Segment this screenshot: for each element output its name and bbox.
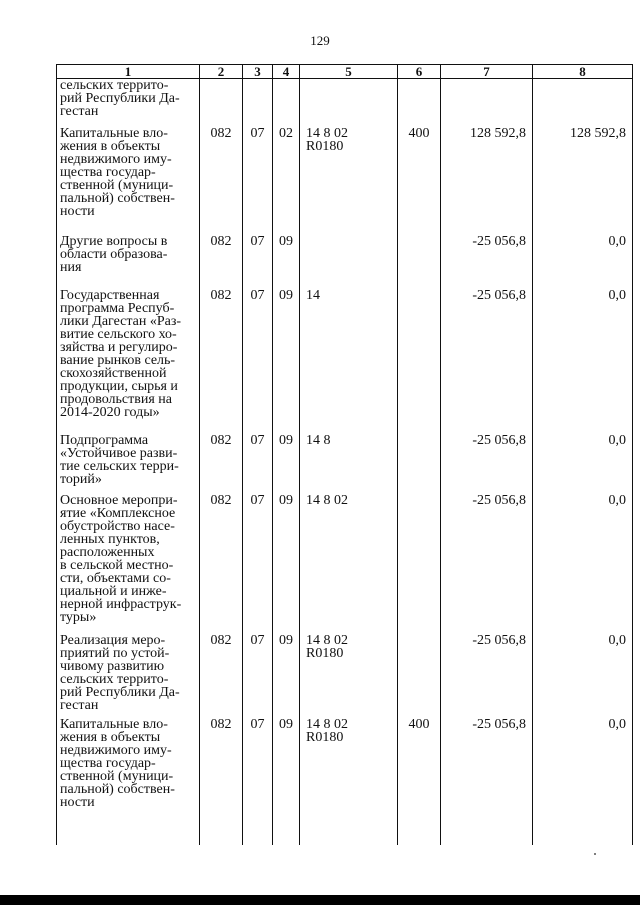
amount-total-cell: 0,0 <box>533 634 633 718</box>
subsection-code-cell: 02 <box>273 127 300 235</box>
expense-type-cell: 400 <box>398 127 441 235</box>
expense-type-cell <box>398 434 441 494</box>
admin-code-cell: 082 <box>200 235 243 289</box>
empty-cell <box>533 815 633 845</box>
admin-code-cell: 082 <box>200 127 243 235</box>
admin-code-cell: 082 <box>200 718 243 815</box>
column-header: 2 <box>200 65 243 79</box>
amount-total-cell: 0,0 <box>533 718 633 815</box>
row-name-cell: Подпрограмма «Устойчивое разви- тие сельских терри- торий» <box>57 434 200 494</box>
admin-code-cell: 082 <box>200 634 243 718</box>
amount-total-cell: 128 592,8 <box>533 127 633 235</box>
scan-speck <box>594 853 596 855</box>
table-row <box>57 127 633 235</box>
amount-change-cell: -25 056,8 <box>441 434 533 494</box>
empty-cell <box>57 815 200 845</box>
table-body <box>57 79 633 846</box>
row-name-cell: Основное меропри- ятие «Комплексное обустройство насе- ленных пунктов, расположенных в сельской местно- сти, объектами со- циальной и инже- нерной инфраструк- туры» <box>57 494 200 634</box>
amount-total-cell: 0,0 <box>533 434 633 494</box>
amount-change-cell: -25 056,8 <box>441 634 533 718</box>
amount-change-cell: 128 592,8 <box>441 127 533 235</box>
column-header: 5 <box>300 65 398 79</box>
section-code-cell: 07 <box>243 127 273 235</box>
subsection-code-cell: 09 <box>273 494 300 634</box>
table-row <box>57 289 633 434</box>
section-code-cell: 07 <box>243 494 273 634</box>
table-row <box>57 634 633 718</box>
expense-type-cell: 400 <box>398 718 441 815</box>
admin-code-cell: 082 <box>200 494 243 634</box>
section-code-cell: 07 <box>243 289 273 434</box>
amount-total-cell: 0,0 <box>533 235 633 289</box>
column-header: 7 <box>441 65 533 79</box>
expense-type-cell <box>398 79 441 128</box>
table-header-row <box>57 65 633 79</box>
row-name-cell: Государственная программа Респуб- лики Дагестан «Раз- витие сельского хо- зяйства и регулиро- вание рынков сель- скохозяйственной продукции, сырья и продовольствия на 2014-2020 годы» <box>57 289 200 434</box>
empty-cell <box>441 815 533 845</box>
expense-type-cell <box>398 494 441 634</box>
section-code-cell: 07 <box>243 235 273 289</box>
amount-total-cell <box>533 79 633 128</box>
subsection-code-cell: 09 <box>273 235 300 289</box>
subsection-code-cell: 09 <box>273 434 300 494</box>
table-row <box>57 494 633 634</box>
target-code-cell: 14 8 02 R0180 <box>300 127 398 235</box>
admin-code-cell <box>200 79 243 128</box>
page-number: 129 <box>310 33 330 48</box>
column-header: 1 <box>57 65 200 79</box>
row-name-cell: Капитальные вло- жения в объекты недвижимого иму- щества государ- ственной (муници- пальной) собствен- ности <box>57 127 200 235</box>
admin-code-cell: 082 <box>200 289 243 434</box>
table-row <box>57 434 633 494</box>
empty-cell <box>243 815 273 845</box>
subsection-code-cell: 09 <box>273 634 300 718</box>
column-header: 8 <box>533 65 633 79</box>
expense-type-cell <box>398 634 441 718</box>
expense-type-cell <box>398 289 441 434</box>
target-code-cell: 14 <box>300 289 398 434</box>
subsection-code-cell: 09 <box>273 289 300 434</box>
admin-code-cell: 082 <box>200 434 243 494</box>
amount-change-cell: -25 056,8 <box>441 718 533 815</box>
section-code-cell: 07 <box>243 434 273 494</box>
scan-border <box>0 895 640 905</box>
amount-change-cell: -25 056,8 <box>441 289 533 434</box>
column-header: 6 <box>398 65 441 79</box>
column-header: 3 <box>243 65 273 79</box>
row-name-cell: Другие вопросы в области образова- ния <box>57 235 200 289</box>
table-continuation-row <box>57 815 633 845</box>
empty-cell <box>398 815 441 845</box>
column-header: 4 <box>273 65 300 79</box>
row-name-cell: Капитальные вло- жения в объекты недвижимого иму- щества государ- ственной (муници- пальной) собствен- ности <box>57 718 200 815</box>
target-code-cell: 14 8 <box>300 434 398 494</box>
target-code-cell <box>300 235 398 289</box>
table-row <box>57 235 633 289</box>
amount-change-cell: -25 056,8 <box>441 235 533 289</box>
row-name-cell: сельских террито- рий Республики Да- гестан <box>57 79 200 128</box>
amount-change-cell: -25 056,8 <box>441 494 533 634</box>
empty-cell <box>300 815 398 845</box>
section-code-cell <box>243 79 273 128</box>
section-code-cell: 07 <box>243 634 273 718</box>
table-row <box>57 79 633 128</box>
empty-cell <box>200 815 243 845</box>
target-code-cell: 14 8 02 <box>300 494 398 634</box>
budget-table <box>56 64 633 845</box>
target-code-cell: 14 8 02 R0180 <box>300 634 398 718</box>
empty-cell <box>273 815 300 845</box>
target-code-cell <box>300 79 398 128</box>
subsection-code-cell: 09 <box>273 718 300 815</box>
amount-change-cell <box>441 79 533 128</box>
expense-type-cell <box>398 235 441 289</box>
subsection-code-cell <box>273 79 300 128</box>
target-code-cell: 14 8 02 R0180 <box>300 718 398 815</box>
amount-total-cell: 0,0 <box>533 494 633 634</box>
amount-total-cell: 0,0 <box>533 289 633 434</box>
table-row <box>57 718 633 815</box>
row-name-cell: Реализация меро- приятий по устой- чивому развитию сельских террито- рий Республики Да- гестан <box>57 634 200 718</box>
section-code-cell: 07 <box>243 718 273 815</box>
